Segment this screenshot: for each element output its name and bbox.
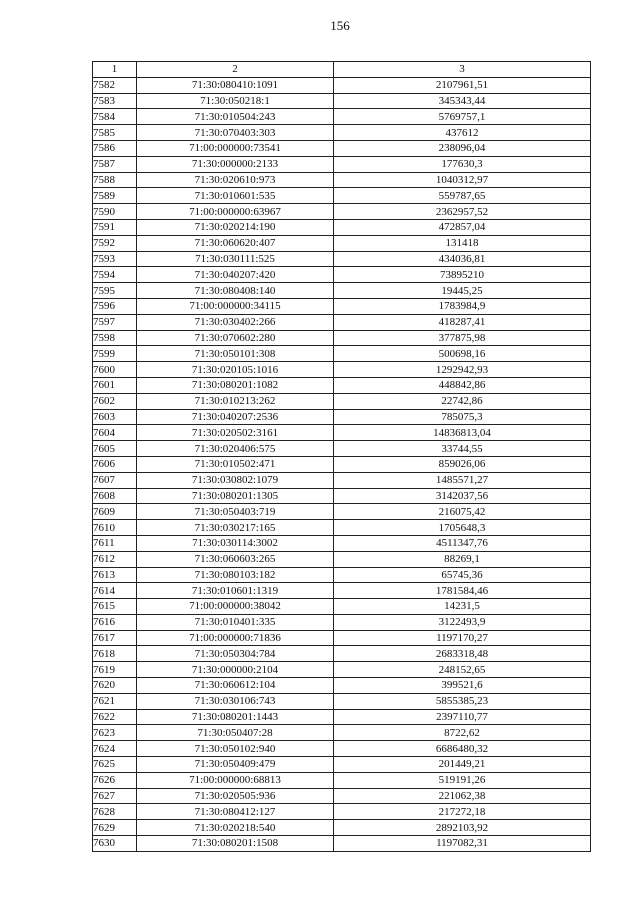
row-number-cell: 7587	[93, 156, 137, 172]
column-header-1: 1	[93, 62, 137, 78]
value-cell: 4511347,76	[334, 535, 591, 551]
value-cell: 65745,36	[334, 567, 591, 583]
value-cell: 472857,04	[334, 219, 591, 235]
value-cell: 88269,1	[334, 551, 591, 567]
cadastral-number-cell: 71:30:030106:743	[137, 693, 334, 709]
row-number-cell: 7590	[93, 204, 137, 220]
table-row	[93, 314, 591, 330]
cadastral-number-cell: 71:00:000000:71836	[137, 630, 334, 646]
cadastral-number-cell: 71:30:040207:2536	[137, 409, 334, 425]
cadastral-number-cell: 71:30:070602:280	[137, 330, 334, 346]
row-number-cell: 7595	[93, 283, 137, 299]
row-number-cell: 7627	[93, 788, 137, 804]
table-row	[93, 425, 591, 441]
table-row	[93, 251, 591, 267]
value-cell: 248152,65	[334, 662, 591, 678]
table-row	[93, 567, 591, 583]
cadastral-number-cell: 71:30:050407:28	[137, 725, 334, 741]
cadastral-number-cell: 71:30:050409:479	[137, 757, 334, 773]
row-number-cell: 7615	[93, 599, 137, 615]
value-cell: 1197170,27	[334, 630, 591, 646]
value-cell: 5855385,23	[334, 693, 591, 709]
cadastral-number-cell: 71:00:000000:38042	[137, 599, 334, 615]
row-number-cell: 7598	[93, 330, 137, 346]
page-number: 156	[330, 18, 350, 33]
value-cell: 217272,18	[334, 804, 591, 820]
row-number-cell: 7616	[93, 614, 137, 630]
cadastral-number-cell: 71:30:020218:540	[137, 820, 334, 836]
cadastral-number-cell: 71:30:020610:973	[137, 172, 334, 188]
row-number-cell: 7625	[93, 757, 137, 773]
cadastral-number-cell: 71:00:000000:63967	[137, 204, 334, 220]
table-row	[93, 614, 591, 630]
table-row	[93, 156, 591, 172]
column-header-3: 3	[334, 62, 591, 78]
value-cell: 1485571,27	[334, 472, 591, 488]
table-row	[93, 599, 591, 615]
value-cell: 2683318,48	[334, 646, 591, 662]
cadastral-number-cell: 71:30:010401:335	[137, 614, 334, 630]
row-number-cell: 7597	[93, 314, 137, 330]
table-row	[93, 725, 591, 741]
row-number-cell: 7622	[93, 709, 137, 725]
row-number-cell: 7621	[93, 693, 137, 709]
cadastral-number-cell: 71:30:050101:308	[137, 346, 334, 362]
table-body	[93, 77, 591, 851]
row-number-cell: 7588	[93, 172, 137, 188]
value-cell: 859026,06	[334, 456, 591, 472]
row-number-cell: 7620	[93, 678, 137, 694]
value-cell: 399521,6	[334, 678, 591, 694]
cadastral-number-cell: 71:30:070403:303	[137, 125, 334, 141]
row-number-cell: 7586	[93, 140, 137, 156]
cadastral-number-cell: 71:30:020214:190	[137, 219, 334, 235]
table-row	[93, 267, 591, 283]
value-cell: 2362957,52	[334, 204, 591, 220]
table-row	[93, 377, 591, 393]
row-number-cell: 7596	[93, 298, 137, 314]
cadastral-number-cell: 71:30:060612:104	[137, 678, 334, 694]
cadastral-number-cell: 71:30:010502:471	[137, 456, 334, 472]
row-number-cell: 7599	[93, 346, 137, 362]
table-row	[93, 630, 591, 646]
table-row	[93, 283, 591, 299]
cadastral-number-cell: 71:30:020406:575	[137, 441, 334, 457]
cadastral-number-cell: 71:30:060603:265	[137, 551, 334, 567]
value-cell: 1783984,9	[334, 298, 591, 314]
row-number-cell: 7614	[93, 583, 137, 599]
cadastral-number-cell: 71:30:050304:784	[137, 646, 334, 662]
table-row	[93, 583, 591, 599]
row-number-cell: 7608	[93, 488, 137, 504]
row-number-cell: 7585	[93, 125, 137, 141]
value-cell: 434036,81	[334, 251, 591, 267]
cadastral-number-cell: 71:00:000000:73541	[137, 140, 334, 156]
cadastral-number-cell: 71:30:060620:407	[137, 235, 334, 251]
value-cell: 1292942,93	[334, 362, 591, 378]
value-cell: 345343,44	[334, 93, 591, 109]
value-cell: 8722,62	[334, 725, 591, 741]
value-cell: 437612	[334, 125, 591, 141]
value-cell: 177630,3	[334, 156, 591, 172]
row-number-cell: 7601	[93, 377, 137, 393]
value-cell: 418287,41	[334, 314, 591, 330]
table-row	[93, 125, 591, 141]
column-header-2: 2	[137, 62, 334, 78]
cadastral-number-cell: 71:30:030802:1079	[137, 472, 334, 488]
value-cell: 500698,16	[334, 346, 591, 362]
table-row	[93, 520, 591, 536]
cadastral-number-cell: 71:30:030217:165	[137, 520, 334, 536]
value-cell: 2397110,77	[334, 709, 591, 725]
table-row	[93, 393, 591, 409]
value-cell: 216075,42	[334, 504, 591, 520]
table-row	[93, 172, 591, 188]
table-header-row	[93, 62, 591, 78]
value-cell: 131418	[334, 235, 591, 251]
row-number-cell: 7604	[93, 425, 137, 441]
row-number-cell: 7629	[93, 820, 137, 836]
table-row	[93, 804, 591, 820]
row-number-cell: 7593	[93, 251, 137, 267]
table-row	[93, 678, 591, 694]
row-number-cell: 7606	[93, 456, 137, 472]
cadastral-number-cell: 71:30:030402:266	[137, 314, 334, 330]
value-cell: 19445,25	[334, 283, 591, 299]
row-number-cell: 7605	[93, 441, 137, 457]
value-cell: 14231,5	[334, 599, 591, 615]
table-row	[93, 757, 591, 773]
table-row	[93, 93, 591, 109]
row-number-cell: 7607	[93, 472, 137, 488]
table-row	[93, 362, 591, 378]
table-row	[93, 535, 591, 551]
value-cell: 221062,38	[334, 788, 591, 804]
table-row	[93, 551, 591, 567]
cadastral-number-cell: 71:30:030111:525	[137, 251, 334, 267]
cadastral-number-cell: 71:30:030114:3002	[137, 535, 334, 551]
cadastral-number-cell: 71:30:080201:1508	[137, 836, 334, 852]
value-cell: 2892103,92	[334, 820, 591, 836]
table-row	[93, 109, 591, 125]
cadastral-number-cell: 71:30:040207:420	[137, 267, 334, 283]
row-number-cell: 7600	[93, 362, 137, 378]
row-number-cell: 7624	[93, 741, 137, 757]
value-cell: 201449,21	[334, 757, 591, 773]
table-row	[93, 441, 591, 457]
cadastral-number-cell: 71:30:080408:140	[137, 283, 334, 299]
row-number-cell: 7617	[93, 630, 137, 646]
cadastral-number-cell: 71:30:010601:535	[137, 188, 334, 204]
table-row	[93, 709, 591, 725]
row-number-cell: 7589	[93, 188, 137, 204]
row-number-cell: 7610	[93, 520, 137, 536]
value-cell: 73895210	[334, 267, 591, 283]
cadastral-number-cell: 71:30:080201:1443	[137, 709, 334, 725]
cadastral-number-cell: 71:30:020105:1016	[137, 362, 334, 378]
table-row	[93, 409, 591, 425]
value-cell: 3122493,9	[334, 614, 591, 630]
row-number-cell: 7603	[93, 409, 137, 425]
row-number-cell: 7583	[93, 93, 137, 109]
cadastral-number-cell: 71:30:020502:3161	[137, 425, 334, 441]
cadastral-number-cell: 71:30:010601:1319	[137, 583, 334, 599]
table-row	[93, 235, 591, 251]
table-row	[93, 772, 591, 788]
value-cell: 785075,3	[334, 409, 591, 425]
row-number-cell: 7619	[93, 662, 137, 678]
cadastral-number-cell: 71:30:050218:1	[137, 93, 334, 109]
table-row	[93, 456, 591, 472]
row-number-cell: 7592	[93, 235, 137, 251]
row-number-cell: 7623	[93, 725, 137, 741]
row-number-cell: 7628	[93, 804, 137, 820]
table-row	[93, 188, 591, 204]
table-row	[93, 77, 591, 93]
cadastral-number-cell: 71:30:080103:182	[137, 567, 334, 583]
value-cell: 1781584,46	[334, 583, 591, 599]
value-cell: 6686480,32	[334, 741, 591, 757]
table-row	[93, 330, 591, 346]
cadastral-number-cell: 71:30:080201:1305	[137, 488, 334, 504]
table-row	[93, 488, 591, 504]
value-cell: 22742,86	[334, 393, 591, 409]
value-cell: 1705648,3	[334, 520, 591, 536]
row-number-cell: 7630	[93, 836, 137, 852]
value-cell: 33744,55	[334, 441, 591, 457]
table-row	[93, 219, 591, 235]
cadastral-number-cell: 71:30:020505:936	[137, 788, 334, 804]
table-row	[93, 820, 591, 836]
row-number-cell: 7602	[93, 393, 137, 409]
table-row	[93, 298, 591, 314]
table-row	[93, 472, 591, 488]
cadastral-number-cell: 71:30:050403:719	[137, 504, 334, 520]
cadastral-number-cell: 71:30:080412:127	[137, 804, 334, 820]
cadastral-number-cell: 71:30:010213:262	[137, 393, 334, 409]
value-cell: 519191,26	[334, 772, 591, 788]
cadastral-number-cell: 71:00:000000:34115	[137, 298, 334, 314]
row-number-cell: 7613	[93, 567, 137, 583]
row-number-cell: 7594	[93, 267, 137, 283]
cadastral-number-cell: 71:30:080410:1091	[137, 77, 334, 93]
table-row	[93, 836, 591, 852]
value-cell: 3142037,56	[334, 488, 591, 504]
table-row	[93, 504, 591, 520]
value-cell: 238096,04	[334, 140, 591, 156]
value-cell: 1040312,97	[334, 172, 591, 188]
table-row	[93, 204, 591, 220]
cadastral-number-cell: 71:00:000000:68813	[137, 772, 334, 788]
cadastral-number-cell: 71:30:080201:1082	[137, 377, 334, 393]
table-row	[93, 346, 591, 362]
table-row	[93, 741, 591, 757]
value-cell: 377875,98	[334, 330, 591, 346]
value-cell: 448842,86	[334, 377, 591, 393]
value-cell: 14836813,04	[334, 425, 591, 441]
table-row	[93, 662, 591, 678]
value-cell: 559787,65	[334, 188, 591, 204]
data-table	[92, 61, 591, 852]
row-number-cell: 7612	[93, 551, 137, 567]
row-number-cell: 7611	[93, 535, 137, 551]
table-row	[93, 646, 591, 662]
value-cell: 2107961,51	[334, 77, 591, 93]
row-number-cell: 7591	[93, 219, 137, 235]
cadastral-number-cell: 71:30:000000:2133	[137, 156, 334, 172]
row-number-cell: 7582	[93, 77, 137, 93]
cadastral-number-cell: 71:30:000000:2104	[137, 662, 334, 678]
table-row	[93, 140, 591, 156]
value-cell: 1197082,31	[334, 836, 591, 852]
row-number-cell: 7584	[93, 109, 137, 125]
table-row	[93, 693, 591, 709]
table-row	[93, 788, 591, 804]
row-number-cell: 7609	[93, 504, 137, 520]
cadastral-number-cell: 71:30:050102:940	[137, 741, 334, 757]
value-cell: 5769757,1	[334, 109, 591, 125]
row-number-cell: 7618	[93, 646, 137, 662]
row-number-cell: 7626	[93, 772, 137, 788]
cadastral-number-cell: 71:30:010504:243	[137, 109, 334, 125]
